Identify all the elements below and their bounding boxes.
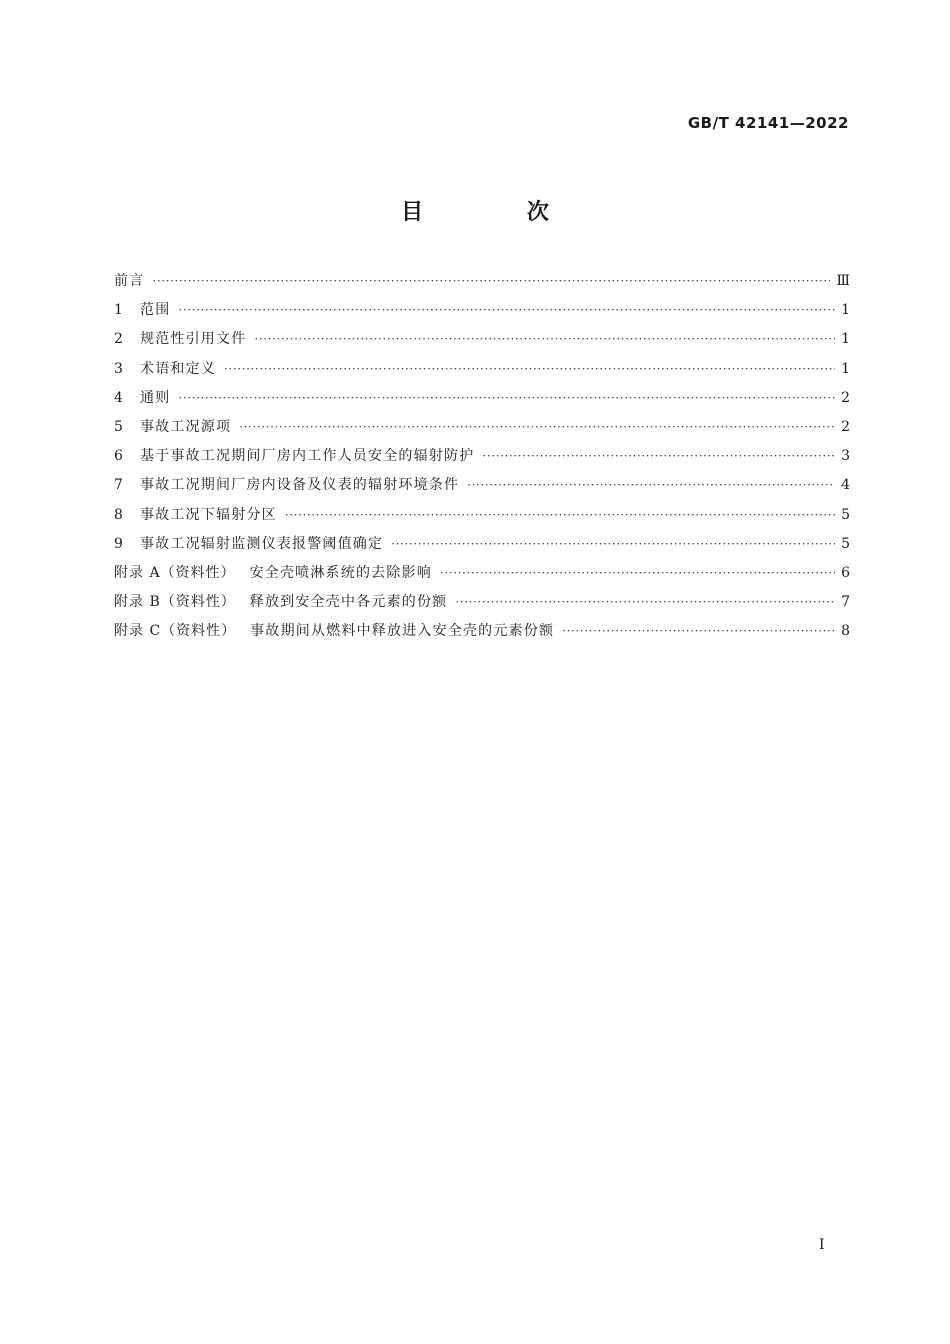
dot-leader [239, 420, 835, 434]
dot-leader [178, 303, 835, 317]
toc-entry-foreword[interactable] [114, 270, 850, 299]
toc-entry-7[interactable] [114, 474, 850, 503]
page-title: 目 次 [401, 200, 597, 225]
dot-leader [224, 362, 835, 376]
toc-entry-page: 1 [841, 302, 850, 319]
toc-appendix-label: 附录 B（资料性） [114, 594, 236, 611]
toc-entry-page: 1 [841, 360, 850, 377]
toc-entry-label: 事故期间从燃料中释放进入安全壳的元素份额 [250, 623, 555, 640]
toc-entry-label: 事故工况源项 [140, 418, 232, 435]
toc-entry-label: 术语和定义 [140, 360, 216, 377]
toc-entry-number: 8 [114, 506, 123, 523]
dot-leader [178, 391, 835, 405]
toc-entry-page: 7 [841, 594, 850, 611]
dot-leader [455, 595, 835, 609]
toc-entry-label: 事故工况辐射监测仪表报警阈值确定 [140, 535, 384, 552]
table-of-contents [114, 270, 850, 649]
toc-entry-number: 2 [114, 331, 123, 348]
toc-entry-number: 4 [114, 389, 123, 406]
toc-entry-page: 3 [841, 448, 850, 465]
toc-entry-label: 事故工况下辐射分区 [140, 506, 277, 523]
dot-leader [440, 566, 835, 580]
toc-entry-label: 通则 [140, 389, 171, 406]
toc-entry-3[interactable] [114, 358, 850, 387]
toc-entry-page: 1 [841, 331, 850, 348]
toc-entry-label: 释放到安全壳中各元素的份额 [249, 594, 448, 611]
toc-entry-page: 6 [841, 564, 850, 581]
toc-entry-number: 3 [114, 360, 123, 377]
toc-entry-number: 9 [114, 535, 123, 552]
dot-leader [482, 449, 835, 463]
toc-entry-1[interactable] [114, 299, 850, 328]
toc-entry-page: 5 [841, 535, 850, 552]
toc-entry-label: 规范性引用文件 [140, 331, 247, 348]
toc-entry-number: 1 [114, 302, 123, 319]
toc-appendix-label: 附录 C（资料性） [114, 623, 237, 640]
toc-entry-page: 5 [841, 506, 850, 523]
toc-entry-page: 2 [841, 418, 850, 435]
toc-entry-6[interactable] [114, 445, 850, 474]
dot-leader [562, 624, 835, 638]
dot-leader [285, 508, 835, 522]
dot-leader [254, 332, 835, 346]
standard-number: GB/T 42141—2022 [687, 114, 849, 132]
toc-entry-5[interactable] [114, 416, 850, 445]
dot-leader [467, 478, 835, 492]
toc-entry-page: 8 [841, 623, 850, 640]
toc-entry-number: 7 [114, 477, 123, 494]
toc-entry-page: 4 [841, 477, 850, 494]
toc-entry-8[interactable] [114, 504, 850, 533]
toc-entry-2[interactable] [114, 328, 850, 357]
toc-entry-page: Ⅲ [836, 273, 850, 289]
toc-entry-appendix-b[interactable] [114, 591, 850, 620]
toc-entry-number: 5 [114, 418, 123, 435]
page-number: I [819, 1237, 825, 1253]
toc-entry-9[interactable] [114, 533, 850, 562]
toc-entry-label: 范围 [140, 302, 171, 319]
toc-appendix-label: 附录 A（资料性） [114, 564, 236, 581]
toc-entry-label: 事故工况期间厂房内设备及仪表的辐射环境条件 [140, 477, 460, 494]
toc-entry-appendix-c[interactable] [114, 620, 850, 649]
toc-entry-page: 2 [841, 389, 850, 406]
toc-entry-number: 6 [114, 448, 123, 465]
toc-entry-label: 基于事故工况期间厂房内工作人员安全的辐射防护 [140, 448, 475, 465]
toc-entry-appendix-a[interactable] [114, 562, 850, 591]
dot-leader [391, 537, 835, 551]
toc-entry-4[interactable] [114, 387, 850, 416]
toc-entry-label: 前言 [114, 273, 145, 289]
dot-leader [152, 274, 830, 288]
toc-entry-label: 安全壳喷淋系统的去除影响 [249, 564, 432, 581]
